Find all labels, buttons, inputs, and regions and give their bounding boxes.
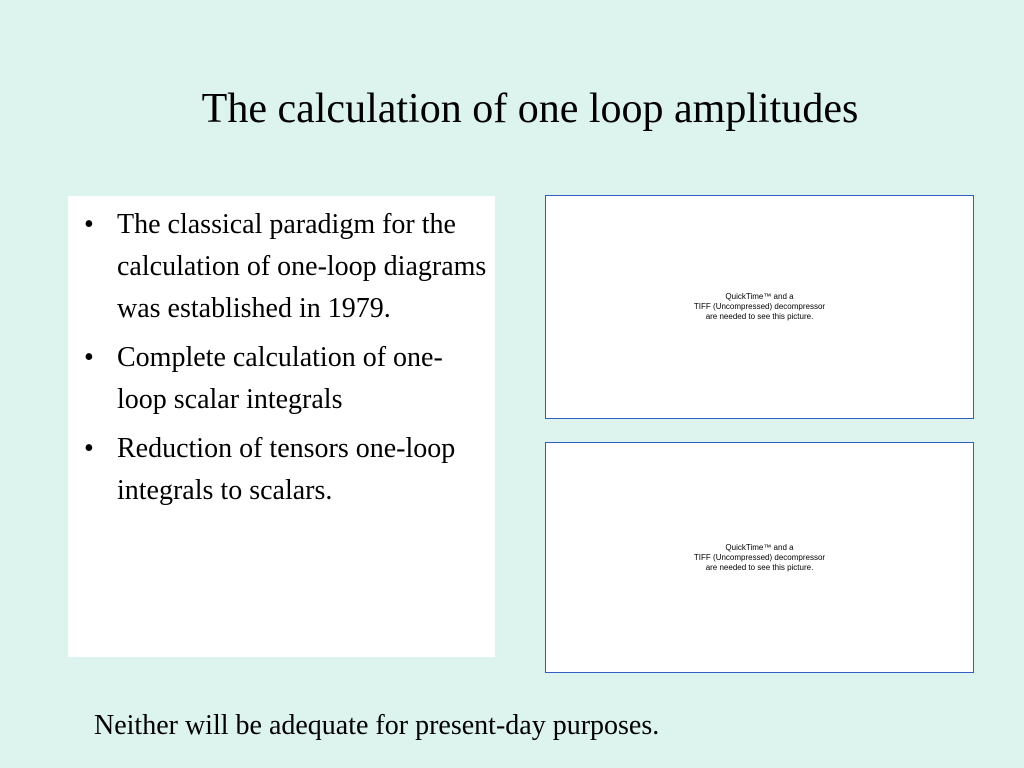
bullet-item [81,337,491,421]
bullet-item [81,428,491,512]
decompressor-message: QuickTime™ and a TIFF (Uncompressed) decompressor are needed to see this picture. [693,542,826,572]
decompressor-message: QuickTime™ and a TIFF (Uncompressed) decompressor are needed to see this picture. [693,292,826,321]
bullet-dot: • [84,209,94,240]
bullet-list [81,204,491,519]
bullet-text: Reduction of tensors one-loop integrals to scalars. [117,433,456,506]
bullet-dot: • [84,433,94,464]
bullet-item [81,204,491,330]
footer-note: Neither will be adequate for present-day purposes. [94,710,660,741]
slide-title: The calculation of one loop amplitudes [201,86,859,132]
missing-image-placeholder [545,442,974,673]
missing-image-placeholder [545,195,974,419]
bullet-panel [68,196,495,657]
bullet-dot: • [84,342,94,373]
bullet-text: The classical paradigm for the calculation of one-loop diagrams was established in 1979. [117,209,487,324]
bullet-text: Complete calculation of one-loop scalar integrals [117,342,443,415]
